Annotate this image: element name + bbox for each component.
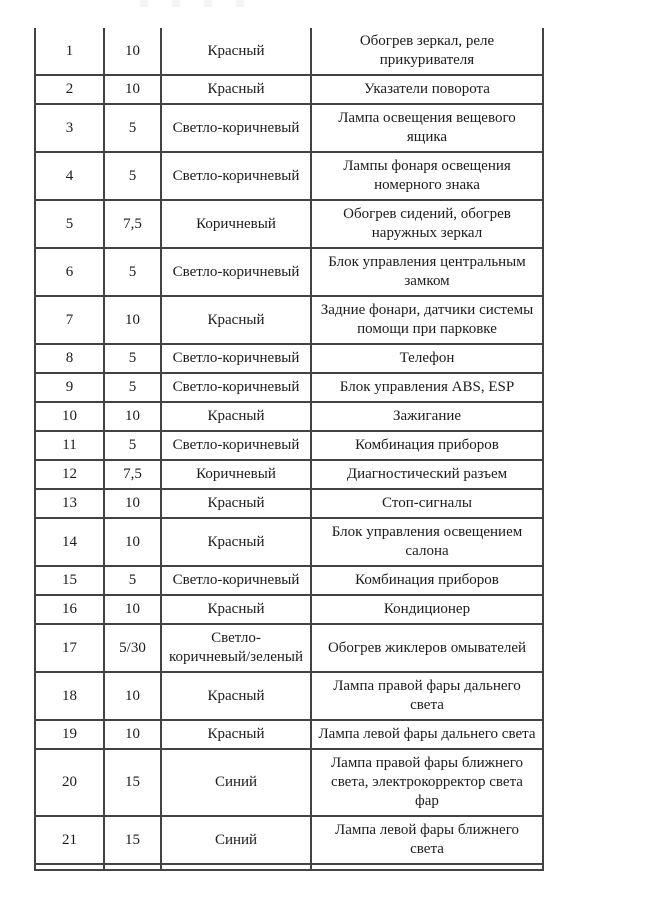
cell-line: Красный	[207, 601, 265, 617]
cell-line: света	[410, 841, 444, 857]
cell-line: Светло-коричневый	[172, 263, 300, 280]
cell-line: Лампы фонаря освещения	[343, 158, 511, 174]
cell-line: Красный	[207, 311, 265, 328]
table-row	[35, 595, 543, 624]
cell-line: 10	[125, 687, 140, 704]
cell-line: Обогрев жиклеров омывателей	[327, 639, 527, 656]
cell-line: 7,5	[123, 466, 142, 482]
fuse-number-cell	[35, 28, 104, 75]
fuse-color-cell	[161, 402, 311, 431]
fuse-description-cell	[311, 104, 543, 152]
cell-line: 5	[128, 350, 137, 366]
cell-line: 16	[62, 601, 77, 617]
cell-line: 10	[125, 533, 140, 550]
table-row	[35, 200, 543, 248]
cell-line: Лампа правой фары ближнего	[330, 755, 523, 771]
cell-line: 8	[65, 350, 74, 366]
cell-line: Задние фонари, датчики системы	[320, 302, 534, 318]
cell-line: Синий	[214, 774, 258, 790]
cell-line: Лампа левой фары дальнего света	[318, 726, 536, 742]
cell-line: Светло-коричневый	[172, 379, 300, 395]
fuse-description-cell	[311, 624, 543, 672]
fuse-number-cell	[35, 489, 104, 518]
cell-line: 12	[62, 466, 77, 482]
cropped-text-remnant	[172, 0, 180, 7]
cell-line: Лампа левой фары ближнего	[335, 822, 519, 838]
fuse-color-cell	[161, 152, 311, 200]
fuse-number-cell	[35, 624, 104, 672]
cell-line: 5	[128, 572, 137, 588]
table-row	[35, 28, 543, 75]
fuse-amperage-cell	[104, 200, 161, 248]
fuse-description-cell	[311, 373, 543, 402]
fuse-color-cell	[161, 344, 311, 373]
table-row	[35, 248, 543, 296]
fuse-table-body	[35, 28, 543, 870]
cell-line: Диагностический разъем	[346, 466, 508, 482]
fuse-amperage-cell	[104, 720, 161, 749]
cell-line: Светло-коричневый	[172, 350, 300, 366]
fuse-description-cell	[311, 749, 543, 816]
cell-line: 5/30	[119, 639, 146, 656]
cell-line: 11	[62, 437, 77, 453]
cell-line: 3	[65, 119, 74, 136]
cell-line: 1	[65, 42, 74, 59]
cell-line: 10	[125, 601, 140, 617]
fuse-description-cell	[311, 460, 543, 489]
cell-line: 15	[125, 831, 140, 848]
table-row	[35, 460, 543, 489]
fuse-amperage-cell	[104, 248, 161, 296]
fuse-amperage-cell	[104, 402, 161, 431]
cell-line: Лампа правой фары дальнего	[333, 678, 521, 694]
table-row	[35, 373, 543, 402]
empty-cell	[104, 864, 161, 870]
cell-line: Красный	[207, 495, 265, 511]
fuse-description-cell	[311, 489, 543, 518]
fuse-description-cell	[311, 200, 543, 248]
cell-line: света	[410, 697, 444, 713]
fuse-amperage-cell	[104, 431, 161, 460]
fuse-number-cell	[35, 431, 104, 460]
cell-line: Красный	[207, 726, 265, 742]
fuse-description-cell	[311, 75, 543, 104]
cell-line: ящика	[406, 129, 448, 145]
cell-line: 13	[62, 495, 77, 511]
cell-line: 5	[128, 263, 137, 280]
cell-line: Коричневый	[196, 466, 276, 482]
fuse-color-cell	[161, 518, 311, 566]
fuse-color-cell	[161, 296, 311, 344]
cell-line: 7,5	[123, 215, 142, 232]
fuse-amperage-cell	[104, 624, 161, 672]
fuse-description-cell	[311, 402, 543, 431]
cell-line: Обогрев сидений, обогрев	[343, 206, 511, 222]
cell-line: 5	[128, 119, 137, 136]
cell-line: 5	[128, 437, 137, 453]
cell-line: 4	[65, 167, 74, 184]
cell-line: Блок управления освещением	[331, 524, 523, 540]
fuse-amperage-cell	[104, 75, 161, 104]
fuse-amperage-cell	[104, 460, 161, 489]
fuse-description-cell	[311, 248, 543, 296]
cell-line: замком	[404, 273, 450, 289]
cell-line: Красный	[207, 408, 265, 424]
fuse-color-cell	[161, 460, 311, 489]
cell-line: 10	[125, 726, 140, 742]
fuse-amperage-cell	[104, 104, 161, 152]
cell-line: Лампа освещения вещевого	[338, 110, 516, 126]
cell-line: помощи при парковке	[357, 321, 497, 337]
cell-line: 14	[62, 533, 77, 550]
fuse-color-cell	[161, 624, 311, 672]
cell-line: 5	[128, 167, 137, 184]
cell-line: Красный	[207, 533, 265, 550]
cell-line: 20	[62, 774, 77, 790]
fuse-amperage-cell	[104, 566, 161, 595]
cropped-text-remnant	[140, 0, 148, 7]
fuse-number-cell	[35, 566, 104, 595]
fuse-color-cell	[161, 373, 311, 402]
empty-cell	[311, 864, 543, 870]
table-row	[35, 518, 543, 566]
fuse-color-cell	[161, 672, 311, 720]
cell-line: 5	[128, 379, 137, 395]
cell-line: Блок управления ABS, ESP	[339, 379, 515, 395]
fuse-description-cell	[311, 595, 543, 624]
fuse-color-cell	[161, 28, 311, 75]
fuse-number-cell	[35, 152, 104, 200]
fuse-table	[34, 28, 544, 871]
cell-line: Стоп-сигналы	[382, 495, 472, 511]
cell-line: 10	[62, 408, 77, 424]
cell-line: прикуривателя	[379, 52, 475, 68]
fuse-number-cell	[35, 373, 104, 402]
cell-line: Кондиционер	[383, 601, 471, 617]
fuse-number-cell	[35, 296, 104, 344]
cell-line: Светло-коричневый	[172, 572, 300, 588]
table-row	[35, 344, 543, 373]
cell-line: 10	[125, 81, 140, 97]
cell-line: 10	[125, 311, 140, 328]
fuse-number-cell	[35, 248, 104, 296]
table-row	[35, 296, 543, 344]
table-row	[35, 431, 543, 460]
fuse-number-cell	[35, 518, 104, 566]
table-row	[35, 566, 543, 595]
cell-line: света, электрокорректор света	[331, 774, 523, 790]
fuse-number-cell	[35, 720, 104, 749]
fuse-color-cell	[161, 595, 311, 624]
fuse-description-cell	[311, 720, 543, 749]
cell-line: 15	[125, 774, 140, 790]
cell-line: Светло-коричневый	[172, 437, 300, 453]
cell-line: наружных зеркал	[371, 225, 483, 241]
fuse-amperage-cell	[104, 373, 161, 402]
fuse-number-cell	[35, 749, 104, 816]
cell-line: 21	[62, 831, 77, 848]
fuse-number-cell	[35, 402, 104, 431]
cell-line: Красный	[207, 42, 265, 59]
fuse-description-cell	[311, 152, 543, 200]
table-row	[35, 104, 543, 152]
fuse-color-cell	[161, 749, 311, 816]
fuse-amperage-cell	[104, 816, 161, 864]
partial-table-row	[35, 864, 543, 870]
cell-line: Красный	[207, 687, 265, 704]
fuse-description-cell	[311, 816, 543, 864]
fuse-number-cell	[35, 200, 104, 248]
cell-line: Красный	[207, 81, 265, 97]
fuse-color-cell	[161, 248, 311, 296]
fuse-number-cell	[35, 75, 104, 104]
cell-line: 15	[62, 572, 77, 588]
fuse-color-cell	[161, 200, 311, 248]
empty-cell	[35, 864, 104, 870]
fuse-description-cell	[311, 344, 543, 373]
fuse-description-cell	[311, 296, 543, 344]
fuse-number-cell	[35, 672, 104, 720]
table-row	[35, 672, 543, 720]
fuse-number-cell	[35, 595, 104, 624]
fuse-color-cell	[161, 720, 311, 749]
cell-line: Указатели поворота	[364, 81, 490, 97]
fuse-color-cell	[161, 489, 311, 518]
fuse-amperage-cell	[104, 344, 161, 373]
cell-line: 2	[65, 81, 74, 97]
empty-cell	[161, 864, 311, 870]
cell-line: Обогрев зеркал, реле	[359, 33, 495, 49]
fuse-color-cell	[161, 104, 311, 152]
fuse-color-cell	[161, 431, 311, 460]
cell-line: Телефон	[399, 350, 455, 366]
cropped-text-remnant	[204, 0, 212, 7]
cell-line: Светло-коричневый	[172, 119, 300, 136]
fuse-color-cell	[161, 566, 311, 595]
cell-line: 10	[125, 408, 140, 424]
fuse-description-cell	[311, 518, 543, 566]
fuse-description-cell	[311, 431, 543, 460]
table-row	[35, 152, 543, 200]
table-row	[35, 489, 543, 518]
cell-line: Светло-коричневый	[172, 167, 300, 184]
fuse-amperage-cell	[104, 28, 161, 75]
fuse-description-cell	[311, 566, 543, 595]
fuse-amperage-cell	[104, 489, 161, 518]
cell-line: Блок управления центральным	[328, 254, 526, 270]
table-row	[35, 402, 543, 431]
fuse-color-cell	[161, 816, 311, 864]
fuse-amperage-cell	[104, 749, 161, 816]
cell-line: салона	[405, 543, 449, 559]
cell-line: 17	[62, 639, 77, 656]
cell-line: 19	[62, 726, 77, 742]
fuse-amperage-cell	[104, 518, 161, 566]
table-row	[35, 749, 543, 816]
cell-line: 9	[65, 379, 74, 395]
cell-line: Синий	[214, 831, 258, 848]
fuse-color-cell	[161, 75, 311, 104]
cell-line: Зажигание	[392, 408, 462, 424]
fuse-number-cell	[35, 344, 104, 373]
fuse-amperage-cell	[104, 672, 161, 720]
fuse-description-cell	[311, 28, 543, 75]
table-row	[35, 720, 543, 749]
cell-line: 10	[125, 495, 140, 511]
cell-line: Коричневый	[196, 215, 276, 232]
fuse-description-cell	[311, 672, 543, 720]
fuse-amperage-cell	[104, 296, 161, 344]
cell-line: 18	[62, 687, 77, 704]
fuse-amperage-cell	[104, 595, 161, 624]
cell-line: 5	[65, 215, 74, 232]
table-row	[35, 816, 543, 864]
fuse-number-cell	[35, 816, 104, 864]
fuse-amperage-cell	[104, 152, 161, 200]
cell-line: Комбинация приборов	[355, 572, 499, 588]
fuse-number-cell	[35, 460, 104, 489]
cell-line: 10	[125, 42, 140, 59]
cell-line: 6	[65, 263, 74, 280]
cell-line: коричневый/зеленый	[169, 649, 303, 665]
cell-line: номерного знака	[374, 177, 480, 193]
cell-line: Светло-	[211, 630, 261, 646]
table-row	[35, 75, 543, 104]
cell-line: Комбинация приборов	[355, 437, 499, 453]
cropped-text-remnant	[236, 0, 244, 7]
cell-line: фар	[415, 793, 439, 809]
cell-line: 7	[65, 311, 74, 328]
fuse-number-cell	[35, 104, 104, 152]
table-row	[35, 624, 543, 672]
